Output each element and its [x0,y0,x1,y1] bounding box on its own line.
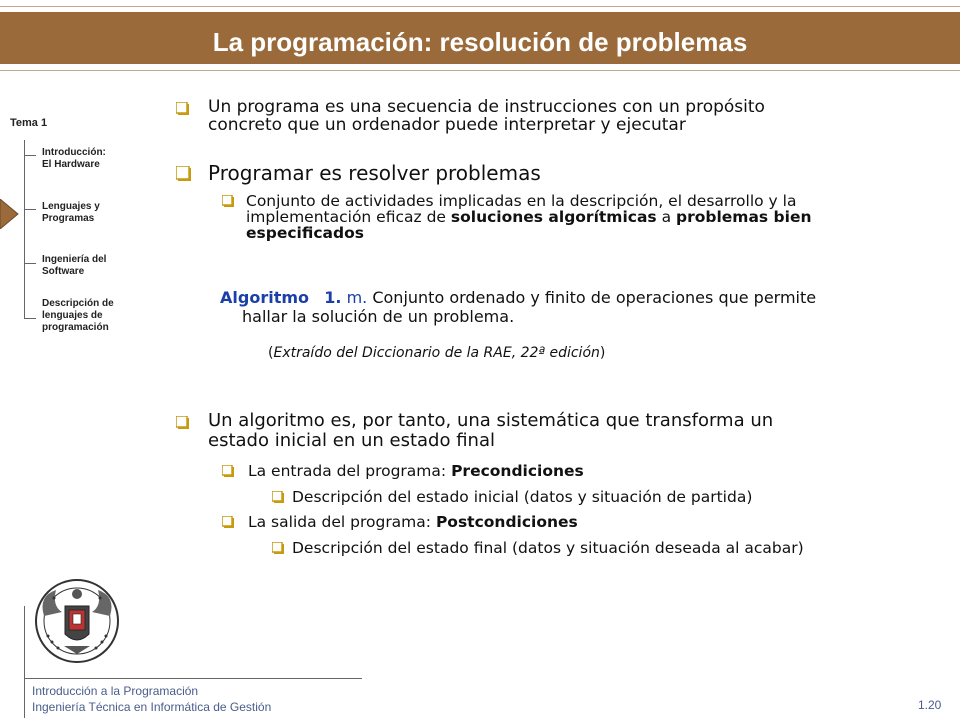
sidebar-tick [24,209,36,210]
text-run: a [656,208,676,226]
text-run: ) [599,345,606,361]
sub-bullet-text [248,463,584,479]
sidebar-item-label: El Hardware [42,159,100,170]
checkbox-bullet-icon [222,195,235,208]
page-number: 1.20 [918,698,942,712]
sub-bullet-text [248,514,578,530]
sub-bullet-text [246,193,946,241]
checkbox-bullet-icon [272,491,285,504]
sidebar-item-label: programación [42,322,109,333]
sidebar-item-label: Introducción: [42,147,106,158]
citation [268,345,605,361]
detail-text: Descripción del estado final (datos y situación deseada al acabar) [292,539,804,557]
bullet-text: Programar es resolver problemas [208,161,541,185]
text-run: ( [268,345,274,361]
sidebar-item-lenguajes[interactable] [42,201,142,225]
sidebar-item-label: Ingeniería del [42,254,107,265]
text-run: implementación eficaz de [246,208,451,226]
sidebar-item-hardware[interactable] [42,147,142,171]
text-line [246,209,946,225]
text-run: La entrada del programa: [248,462,452,480]
bullet-text [208,411,928,451]
sidebar-item-label: Lenguajes y [42,201,100,212]
definition [220,288,940,326]
text-line: Un programa es una secuencia de instrucciones con un propósito [208,97,765,117]
text-run-bold: Precondiciones [451,462,584,480]
title-rule-top [0,6,960,7]
definition-number: 1. [324,288,342,307]
text-line [220,288,940,307]
text-line: estado inicial en un estado final [208,430,495,451]
detail-text: Descripción del estado inicial (datos y situación de partida) [292,488,753,506]
sidebar-tick [24,155,36,156]
text-line: Un algoritmo es, por tanto, una sistemática que transforma un [208,410,774,431]
sidebar-item-label: lenguajes de [42,310,103,321]
citation-text: Extraído del Diccionario de la RAE, 22ª edición [273,345,600,361]
text-line: hallar la solución de un problema. [242,307,515,326]
checkbox-bullet-icon [222,465,235,478]
definition-category: m. [346,288,368,307]
footer-course: Introducción a la Programación [32,684,199,698]
text-line: concreto que un ordenador puede interpretar y ejecutar [208,115,686,135]
sidebar-item-label: Descripción de [42,298,114,309]
text-run-bold: problemas bien [676,208,812,226]
sidebar-tree-line [24,140,25,318]
sidebar-heading: Tema 1 [10,117,48,129]
triangle-pointer-icon [0,199,22,229]
footer-rule-vertical [24,606,25,718]
footer-degree: Ingeniería Técnica en Informática de Gestión [32,700,272,714]
text-line: especificados [246,224,364,242]
definition-text: Conjunto ordenado y finito de operaciones que permite [367,288,817,307]
sidebar-item-label: Programas [42,213,95,224]
title-rule-bottom [0,70,960,71]
text-run: La salida del programa: [248,513,436,531]
sidebar-tick [24,263,36,264]
bullet-text [208,98,928,134]
checkbox-bullet-icon [176,166,192,182]
sidebar-item-software[interactable] [42,254,142,278]
footer-rule-horizontal [24,678,362,679]
sidebar-item-descripcion[interactable] [42,298,142,334]
checkbox-bullet-icon [272,542,285,555]
definition-term: Algoritmo [220,288,309,307]
sidebar-item-label: Software [42,266,85,277]
text-line: Conjunto de actividades implicadas en la descripción, el desarrollo y la [246,192,797,210]
checkbox-bullet-icon [222,516,235,529]
text-run-bold: soluciones algorítmicas [450,208,657,226]
checkbox-bullet-icon [176,102,190,116]
checkbox-bullet-icon [176,416,190,430]
university-seal-logo [34,576,120,666]
sidebar-tick [24,318,36,319]
text-run-bold: Postcondiciones [435,513,578,531]
page-title: La programación: resolución de problemas [212,27,748,57]
